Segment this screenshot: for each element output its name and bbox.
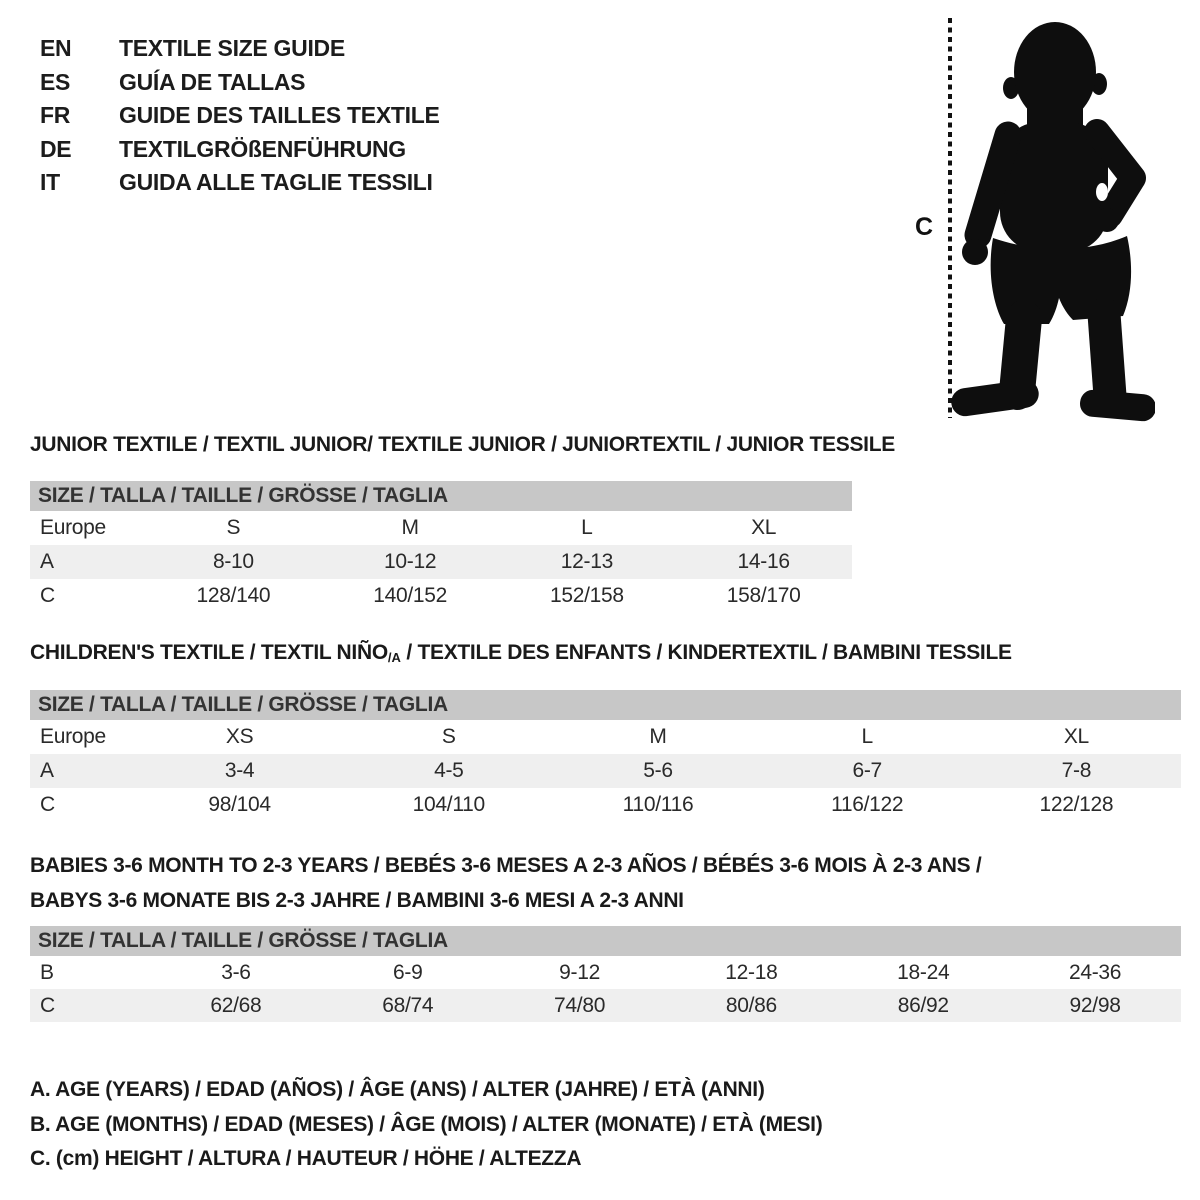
size-value-cell: 12-18 bbox=[725, 960, 778, 984]
size-value-cell: 4-5 bbox=[434, 759, 464, 782]
lang-title: GUIDA ALLE TAGLIE TESSILI bbox=[119, 169, 433, 195]
size-value-cell: 110/116 bbox=[622, 793, 694, 816]
row-label-cell: C bbox=[40, 584, 55, 607]
junior-section-title: JUNIOR TEXTILE / TEXTIL JUNIOR/ TEXTILE JUNIOR / JUNIORTEXTIL / JUNIOR TESSILE bbox=[30, 433, 895, 456]
legend-line-a: A. AGE (YEARS) / EDAD (AÑOS) / ÂGE (ANS) / ALTER (JAHRE) / ETÀ (ANNI) bbox=[30, 1078, 765, 1101]
size-header-bar: SIZE / TALLA / TAILLE / GRÖSSE / TAGLIA bbox=[30, 926, 1181, 956]
size-value-cell: 140/152 bbox=[373, 584, 448, 607]
legend-line-c: C. (cm) HEIGHT / ALTURA / HAUTEUR / HÖHE / ALTEZZA bbox=[30, 1147, 582, 1170]
babies-size-table bbox=[30, 926, 1181, 1022]
size-value-cell: 7-8 bbox=[1061, 759, 1092, 782]
lang-title: GUIDE DES TAILLES TEXTILE bbox=[119, 102, 440, 128]
table-row-age bbox=[30, 545, 852, 579]
size-value-cell: 122/128 bbox=[1039, 793, 1114, 816]
measure-legend bbox=[30, 1073, 822, 1177]
size-value-cell: 68/74 bbox=[382, 993, 434, 1017]
lang-code: ES bbox=[40, 68, 71, 95]
size-value-cell: 3-6 bbox=[221, 960, 251, 984]
size-value-cell: 158/170 bbox=[726, 584, 801, 607]
lang-code: EN bbox=[40, 35, 72, 61]
size-value-cell: 12-13 bbox=[560, 550, 613, 573]
table-row-height bbox=[30, 989, 1181, 1022]
size-value-cell: XL bbox=[751, 516, 777, 539]
size-value-cell: 8-10 bbox=[212, 550, 254, 573]
lang-title: TEXTILE SIZE GUIDE bbox=[119, 35, 345, 61]
row-label-cell: C bbox=[40, 993, 55, 1017]
table-row-height bbox=[30, 579, 852, 613]
babies-title-line2: BABYS 3-6 MONATE BIS 2-3 JAHRE / BAMBINI 3-6 MESI A 2-3 ANNI bbox=[30, 889, 684, 912]
lang-code: IT bbox=[40, 169, 60, 195]
lang-code: FR bbox=[40, 102, 71, 128]
row-label-cell: B bbox=[40, 960, 54, 984]
row-label-cell: Europe bbox=[40, 725, 106, 748]
size-value-cell: 18-24 bbox=[897, 960, 950, 984]
table-row-europe bbox=[30, 511, 852, 545]
size-value-cell: L bbox=[861, 725, 873, 748]
babies-title-line1: BABIES 3-6 MONTH TO 2-3 YEARS / BEBÉS 3-6 MESES A 2-3 AÑOS / BÉBÉS 3-6 MOIS À 2-3 ANS / bbox=[30, 854, 982, 877]
table-row-months bbox=[30, 956, 1181, 989]
junior-size-table bbox=[30, 481, 852, 613]
size-value-cell: 62/68 bbox=[210, 993, 262, 1017]
row-label-cell: A bbox=[40, 550, 54, 573]
height-measure-label: C bbox=[915, 213, 934, 241]
size-value-cell: 116/122 bbox=[831, 793, 904, 816]
size-value-cell: 152/158 bbox=[549, 584, 624, 607]
size-value-cell: 128/140 bbox=[196, 584, 271, 607]
size-value-cell: 92/98 bbox=[1069, 993, 1121, 1017]
size-value-cell: 6-7 bbox=[852, 759, 882, 782]
lang-title: TEXTILGRÖßENFÜHRUNG bbox=[119, 135, 406, 162]
toddler-silhouette bbox=[905, 10, 1155, 425]
size-value-cell: M bbox=[401, 516, 419, 539]
size-value-cell: 9-12 bbox=[559, 960, 600, 984]
size-value-cell: 6-9 bbox=[393, 960, 423, 984]
size-value-cell: 74/80 bbox=[554, 993, 606, 1017]
language-guide-list bbox=[40, 32, 440, 200]
size-value-cell: 80/86 bbox=[725, 993, 777, 1017]
nino-a-subscript: /A bbox=[387, 650, 401, 665]
size-value-cell: 14-16 bbox=[737, 550, 790, 573]
table-row-height bbox=[30, 788, 1181, 822]
row-label-cell: A bbox=[40, 759, 54, 782]
table-row-europe bbox=[30, 720, 1181, 754]
lang-code: DE bbox=[40, 135, 72, 162]
size-value-cell: 5-6 bbox=[643, 759, 673, 782]
legend-line-b: B. AGE (MONTHS) / EDAD (MESES) / ÂGE (MOIS) / ALTER (MONATE) / ETÀ (MESI) bbox=[30, 1112, 823, 1136]
row-label-cell: Europe bbox=[40, 516, 106, 539]
size-value-cell: S bbox=[441, 725, 456, 748]
size-value-cell: M bbox=[649, 725, 667, 748]
size-value-cell: 3-4 bbox=[224, 759, 255, 782]
size-value-cell: XL bbox=[1063, 725, 1089, 748]
size-value-cell: 104/110 bbox=[412, 793, 485, 816]
size-value-cell: L bbox=[581, 516, 593, 539]
size-value-cell: 10-12 bbox=[384, 550, 437, 573]
row-label-cell: C bbox=[40, 793, 55, 816]
children-section-title: CHILDREN'S TEXTILE / TEXTIL NIÑO/A / TEXTILE DES ENFANTS / KINDERTEXTIL / BAMBINI TESSILE bbox=[30, 641, 1012, 665]
size-header-bar: SIZE / TALLA / TAILLE / GRÖSSE / TAGLIA bbox=[30, 481, 852, 511]
size-value-cell: 98/104 bbox=[208, 793, 271, 816]
size-header-bar: SIZE / TALLA / TAILLE / GRÖSSE / TAGLIA bbox=[30, 690, 1181, 720]
children-size-table bbox=[30, 690, 1181, 822]
toddler-body bbox=[949, 22, 1155, 422]
table-row-age bbox=[30, 754, 1181, 788]
size-value-cell: S bbox=[226, 516, 241, 539]
babies-section-title bbox=[30, 848, 981, 918]
size-value-cell: XS bbox=[225, 725, 254, 748]
size-value-cell: 24-36 bbox=[1068, 960, 1122, 984]
size-value-cell: 86/92 bbox=[897, 993, 949, 1017]
lang-title: GUÍA DE TALLAS bbox=[119, 68, 306, 95]
